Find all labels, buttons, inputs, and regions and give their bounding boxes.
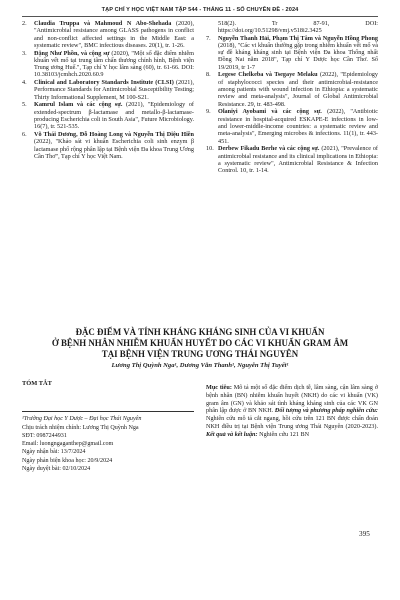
reference-authors: Clinical and Laboratory Standards Institute (CLSI) bbox=[34, 79, 174, 87]
reference-item bbox=[206, 108, 378, 144]
reference-item bbox=[22, 20, 194, 49]
methods-label: Đối tượng và phương pháp nghiên cứu: bbox=[274, 407, 378, 415]
email-line: Email: luongngaganthep@gmail.com bbox=[22, 441, 114, 448]
reference-text: (2020), "Antimicrobial resistance among GLASS pathogens in conflict and non-conflict affected settings in the Middle East: a systematic review", BMC infectious diseases. 20(1), tr. 1-26. bbox=[34, 20, 194, 49]
reference-number: 4. bbox=[22, 79, 27, 87]
article-title bbox=[30, 327, 370, 360]
reference-continuation: 518(2). Tr 87-91, DOI: https://doi.org/10.51298/vmj.v518i2.3425 bbox=[218, 20, 378, 35]
reference-authors: Legese Chelkeba và Tsegaye Melaku bbox=[218, 71, 318, 79]
reference-number: 10. bbox=[206, 145, 214, 153]
reference-number: 6. bbox=[22, 131, 27, 139]
reference-item bbox=[22, 50, 194, 79]
reference-authors: Võ Thái Dương, Đỗ Hoàng Long và Nguyễn Thị Diệu Hiền bbox=[34, 131, 194, 139]
abstract-left-column bbox=[22, 380, 194, 473]
phone-line: SĐT: 0987244931 bbox=[22, 432, 67, 439]
results-label: Kết quả và kết luận: bbox=[206, 430, 258, 438]
corresponding-author-line: Chịu trách nhiệm chính: Lương Thị Quỳnh Nga bbox=[22, 424, 139, 431]
references-left-column bbox=[22, 20, 194, 161]
objective-label: Mục tiêu: bbox=[206, 384, 232, 391]
reference-authors: Derbew Fikadu Berhe và các cộng sự. bbox=[218, 145, 320, 153]
abstract-heading: TÓM TẮT bbox=[22, 380, 52, 387]
reference-text: (2021), Performance Standards for Antimicrobial Susceptibility Testing; Thirty Informational Supplement, M 100-S21. bbox=[34, 79, 194, 101]
title-line: TẠI BỆNH VIỆN TRUNG ƯƠNG THÁI NGUYÊN bbox=[101, 349, 299, 360]
article-authors: Lương Thị Quỳnh Nga¹, Dương Văn Thanh¹, Nguyễn Thị Tuyết¹ bbox=[111, 362, 289, 369]
journal-header: TẠP CHÍ Y HỌC VIỆT NAM TẬP 544 - THÁNG 11 - SỐ CHUYÊN ĐỀ - 2024 bbox=[101, 7, 299, 13]
abstract-body bbox=[206, 384, 378, 439]
reference-authors: Đặng Như Phồn, và cộng sự bbox=[34, 49, 110, 57]
reference-number: 9. bbox=[206, 108, 211, 116]
reference-number: 5. bbox=[22, 101, 27, 109]
objective-text: Mô tả một số đặc điểm dịch tễ, lâm sàng, cận lâm sàng ở bệnh nhân (BN) nhiễm khuẩn huyết (NKH) do các vi khuẩn (VK) gram âm (GN) và khảo sát tình kháng kháng sinh của các VK GN phân lập được ở BN NKH. bbox=[206, 384, 378, 415]
title-line: Ở BỆNH NHÂN NHIỄM KHUẨN HUYẾT DO CÁC VI KHUẨN GRAM ÂM bbox=[51, 338, 349, 349]
references-right-column bbox=[206, 20, 378, 175]
reference-item bbox=[206, 35, 378, 71]
reference-text: (2022), "Antibiotic resistance in hospital-acquired ESKAPE-E infections in low-and lower-middle-income countries: a systematic review and meta-analysis", Emerging microbes & infections. 11(1), tr. 443-451. bbox=[218, 108, 378, 145]
received-date-line: Ngày nhận bài: 13/7/2024 bbox=[22, 449, 86, 456]
reference-text: (2022), "Khảo sát vi khuẩn Escherichia coli sinh enzym β lactamase phổ rộng phân lập tại Bệnh viện Đa khoa Trung Ương Cần Thơ", Tạp chí Y học Việt Nam. bbox=[34, 138, 194, 160]
affiliation-line: ¹Trường Đại học Y Dược – Đại học Thái Nguyên bbox=[22, 416, 142, 423]
reference-text: (2021), "Prevalence of antimicrobial resistance and its clinical implications in Ethiopia: a systematic review", Antimicrobial Resistance & Infection Control. 10, tr. 1-14. bbox=[218, 145, 378, 175]
reference-number: 7. bbox=[206, 34, 211, 42]
header-rule bbox=[22, 16, 378, 17]
review-date-line: Ngày phản biện khoa học: 20/9/2024 bbox=[22, 457, 113, 464]
footnote-rule bbox=[22, 411, 194, 412]
reference-number: 8. bbox=[206, 71, 211, 79]
reference-authors: Kamrul Islam và các cộng sự. bbox=[34, 101, 123, 109]
reference-authors: Olaniyi Ayobami và các cộng sự. bbox=[218, 108, 322, 116]
reference-item bbox=[206, 145, 378, 174]
reference-text: (2022), "Epidemiology of staphylococci species and their antimicrobial-resistance among patients with wound infection in Ethiopia: a systematic review and meta-analysis", Journal of Global Antimicrobial Resistance. 29, tr. 483-498. bbox=[218, 71, 378, 108]
reference-number: 3. bbox=[22, 49, 27, 57]
reference-text: (2018), "Các vi khuẩn thường gặp trong nhiễm khuẩn vết mổ và sự đề kháng kháng sinh tại Bệnh viện Đa khoa Thống nhất Đồng Nai năm 2018", Tạp chí Y Dược học Cần Thơ. Số 19/2019, tr 1-7 bbox=[218, 41, 378, 71]
methods-text: Nghiên cứu mô tả cắt ngang, hồi cứu trên 121 BN được chẩn đoán NKH điều trị tại Bệnh viện Trung ương Thái Nguyên (2020-2023). bbox=[206, 415, 378, 430]
reference-number: 2. bbox=[22, 20, 27, 27]
reference-text: (2020), "Một số đặc điểm nhiễm khuẩn vết mổ tại trung tâm chấn thương chỉnh hình, Bệnh viện Trung ương Huế.", Tạp chí Y học lâm sàng (60), tr. 61-66. DOI: 10.38103/jcmhch.2020.60.9 bbox=[34, 49, 194, 79]
reference-text: (2021), "Epidemiology of extended-spectrum β-lactamase and metallo-β-lactamase-producing Escherichia coli in South Asia", Future Microbiology. 16(7), tr. 521-535. bbox=[34, 101, 194, 131]
results-text: Nghiên cứu 121 BN bbox=[257, 430, 310, 438]
accepted-date-line: Ngày duyệt bài: 02/10/2024 bbox=[22, 466, 91, 473]
reference-authors: Nguyễn Thanh Hải, Phạm Thị Tâm và Nguyễn Hồng Phong bbox=[218, 34, 378, 42]
reference-item bbox=[22, 79, 194, 101]
title-line: ĐẶC ĐIỂM VÀ TÍNH KHÁNG KHÁNG SINH CỦA VI KHUẨN bbox=[75, 327, 325, 337]
reference-authors: Claudia Truppa và Mahmoud N Abo-Shehada bbox=[34, 20, 172, 27]
reference-item bbox=[22, 101, 194, 130]
page-number: 395 bbox=[359, 530, 370, 538]
reference-item bbox=[206, 71, 378, 107]
reference-item bbox=[22, 131, 194, 160]
